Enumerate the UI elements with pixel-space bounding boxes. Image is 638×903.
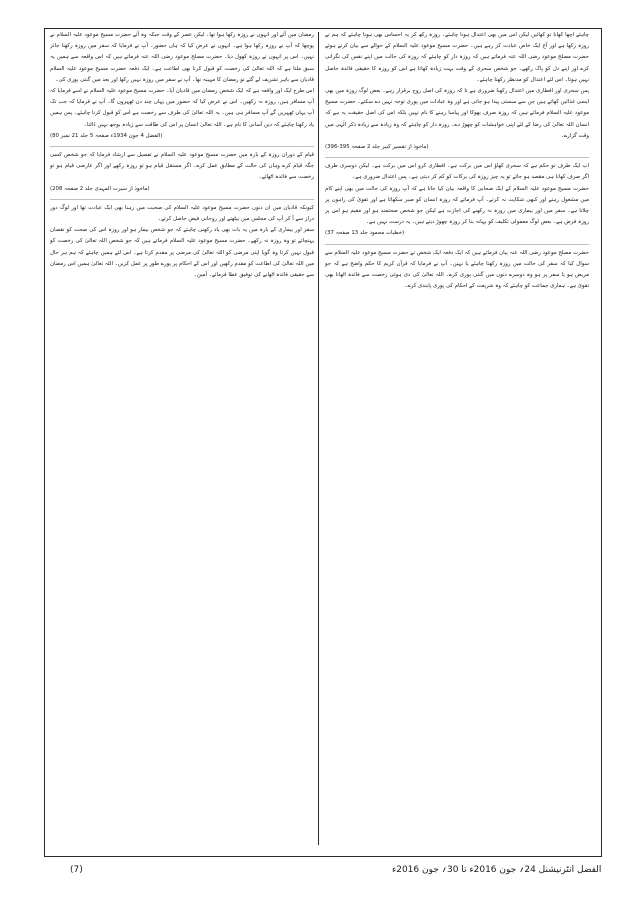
citation: (خطبات محمود جلد 13 صفحہ 37)	[325, 230, 405, 237]
separator-rule	[50, 199, 314, 200]
left-column	[50, 30, 314, 848]
separator-rule	[325, 157, 589, 158]
page-number: (7)	[70, 865, 83, 875]
paragraph: کیونکہ قادیان میں ان دنوں حضرت مسیح موعود علیہ السلام کی صحبت میں رہنا بھی ایک عبادت تھا اور لوگ دور دراز سے آ کر آپ کی مجلس میں بیٹھتے اور روحانی فیض حاصل کرتے۔	[50, 204, 314, 223]
footer-publication: الفضل انٹرنیشنل 24؍ جون 2016ء تا 30؍ جون 2016ء	[392, 865, 602, 875]
separator-rule	[50, 146, 314, 147]
paragraph: پس سحری اور افطاری میں اعتدال رکھنا ضروری ہے تا کہ روزہ کی اصل روح برقرار رہے۔ بعض لوگ روزہ میں بھی ایسی غذائیں کھاتے ہیں جن سے سستی پیدا ہو جاتی ہے اور وہ عبادات میں پوری توجہ نہیں دے سکتے۔ حضرت مسیح موعود علیہ السلام فرماتے ہیں کہ روزہ صرف بھوکا اور پیاسا رہنے کا نام نہیں بلکہ اس کی اصل حقیقت یہ ہے کہ انسان اللہ تعالیٰ کی رضا کے لئے اپنی خواہشات کو چھوڑ دے۔ روزہ دار کو چاہئے کہ وہ زیادہ سے زیادہ ذکر الٰہی میں وقت گزارے۔	[325, 88, 589, 139]
paragraph: اب ایک طرف تو حکم ہے کہ سحری کھاؤ اس میں برکت ہے۔ افطاری کرو اس میں برکت ہے۔ لیکن دوسری طرف اگر صرف کھانا ہی مقصد ہو جائے تو یہ چیز روزہ کی برکات کو کم کر دیتی ہے۔ پس اعتدال ضروری ہے۔	[325, 163, 589, 181]
right-column	[325, 30, 589, 848]
separator-rule	[325, 244, 589, 245]
paragraph: قیام کے دوران روزہ کے بارہ میں حضرت مسیح موعود علیہ السلام نے تفصیل سے ارشاد فرمایا کہ جو شخص کسی جگہ قیام کرے وہاں کی حالت کے مطابق عمل کرے۔ اگر مستقل قیام ہو تو روزہ رکھے اور اگر عارضی قیام ہو تو رخصت سے فائدہ اٹھائے۔	[50, 152, 314, 181]
citation: (ماخوذ از تفسیر کبیر جلد 2 صفحہ 395-396)	[325, 144, 429, 151]
paragraph: چاہئے اچھا کھانا تو کھائیں لیکن اس میں بھی اعتدال ہونا چاہئے۔ روزہ رکھ کر یہ احساس بھی ہونا چاہئے کہ ہم نے روزہ رکھا ہے اور آج ایک خاص عبادت کر رہے ہیں۔ حضرت مسیح موعود علیہ السلام کے حوالے سے بیان کرتے ہوئے حضرت مصلح موعود رضی اللہ عنہ فرماتے ہیں کہ روزہ دار کو چاہئے کہ روزہ کی حالت میں اپنے نفس کی نگرانی کرے اور اپنے دل کو پاک رکھے۔ جو شخص سحری کے وقت بہت زیادہ کھاتا ہے اس کو روزہ کا حقیقی فائدہ حاصل نہیں ہوتا۔ اس لئے اعتدال کو مدنظر رکھنا چاہئے۔	[325, 32, 589, 83]
citation: (ماخوذ از سیرت المہدی جلد 2 صفحہ 208)	[50, 185, 150, 192]
column-divider	[318, 32, 319, 845]
paragraph: حضرت مسیح موعود علیہ السلام کے ایک صحابی کا واقعہ بیان کیا جاتا ہے کہ آپ روزہ کی حالت میں بھی اپنے کام میں مشغول رہتے اور کبھی شکایت نہ کرتے۔ آپ فرماتے کہ روزہ انسان کو صبر سکھاتا ہے اور تقویٰ کی راہوں پر چلاتا ہے۔ سفر میں اور بیماری میں روزہ نہ رکھنے کی اجازت ہے لیکن جو شخص صحتمند ہو اور مقیم ہو اس پر روزہ فرض ہے۔ بعض لوگ معمولی تکلیف کو بہانہ بنا کر روزہ چھوڑ دیتے ہیں۔ یہ درست نہیں ہے۔	[325, 185, 589, 226]
paragraph: حضرت مصلح موعود رضی اللہ عنہ بیان فرماتے ہیں کہ ایک دفعہ ایک شخص نے حضرت مسیح موعود علیہ السلام سے سوال کیا کہ سفر کی حالت میں روزہ رکھنا چاہئے یا نہیں۔ آپ نے فرمایا کہ قرآن کریم کا حکم واضح ہے کہ جو مریض ہو یا سفر پر ہو وہ دوسرے دنوں میں گنتی پوری کرے۔ اللہ تعالیٰ کی دی ہوئی رخصت سے فائدہ اٹھانا بھی تقویٰ ہے۔ ہماری جماعت کو چاہئے کہ وہ شریعت کے احکام کی پوری پابندی کرے۔	[325, 249, 589, 290]
paragraph: سفر اور بیماری کے بارہ میں یہ بات بھی یاد رکھنی چاہئے کہ جو شخص بیمار ہو اور روزہ اس کی صحت کو نقصان پہنچائے تو وہ روزہ نہ رکھے۔ حضرت مسیح موعود علیہ السلام فرماتے ہیں کہ جو شخص اللہ تعالیٰ کی رخصت کو قبول نہیں کرتا وہ گویا اپنی مرضی کو اللہ تعالیٰ کی مرضی پر مقدم کرتا ہے۔ اس لئے ہمیں چاہئے کہ ہم ہر حال میں اللہ تعالیٰ کی اطاعت کو مقدم رکھیں اور اس کے احکام پر پورے طور پر عمل کریں۔ اللہ تعالیٰ ہمیں اس رمضان سے حقیقی فائدہ اٹھانے کی توفیق عطا فرمائے۔ آمین۔	[50, 227, 314, 279]
paragraph: رمضان میں آئے اور انہوں نے روزہ رکھا ہوا تھا۔ لیکن عصر کے وقت جبکہ وہ آئے حضرت مسیح موعود علیہ السلام نے پوچھا کہ آپ نے روزہ رکھا ہوا ہے۔ انہوں نے عرض کیا کہ ہاں حضور۔ آپ نے فرمایا کہ سفر میں روزہ رکھنا جائز نہیں۔ اس پر انہوں نے روزہ کھول دیا۔ حضرت مصلح موعود رضی اللہ عنہ فرماتے ہیں کہ اس واقعہ سے ہمیں یہ سبق ملتا ہے کہ اللہ تعالیٰ کی رخصت کو قبول کرنا بھی اطاعت ہے۔ ایک دفعہ حضرت مسیح موعود علیہ السلام قادیان سے باہر تشریف لے گئے تو رمضان کا مہینہ تھا۔ آپ نے سفر میں روزہ نہیں رکھا اور بعد میں گنتی پوری کی۔	[50, 32, 314, 83]
citation: (الفضل 4 جون 1934ء صفحہ 5 جلد 21 نمبر 80)	[50, 132, 163, 139]
paragraph: اس طرح ایک اور واقعہ ہے کہ ایک شخص رمضان میں قادیان آیا۔ حضرت مسیح موعود علیہ السلام نے اسے فرمایا کہ آپ مسافر ہیں، روزہ نہ رکھیں۔ اس نے عرض کیا کہ حضور میں یہاں چند دن ٹھہروں گا۔ آپ نے فرمایا کہ جب تک آپ یہاں ٹھہریں گے آپ مسافر ہی ہیں۔ یہ اللہ تعالیٰ کی طرف سے رخصت ہے اس کو قبول کرنا چاہئے۔ پس ہمیں یاد رکھنا چاہئے کہ دین آسانی کا نام ہے۔ اللہ تعالیٰ انسان پر اس کی طاقت سے زیادہ بوجھ نہیں ڈالتا۔	[50, 88, 314, 128]
